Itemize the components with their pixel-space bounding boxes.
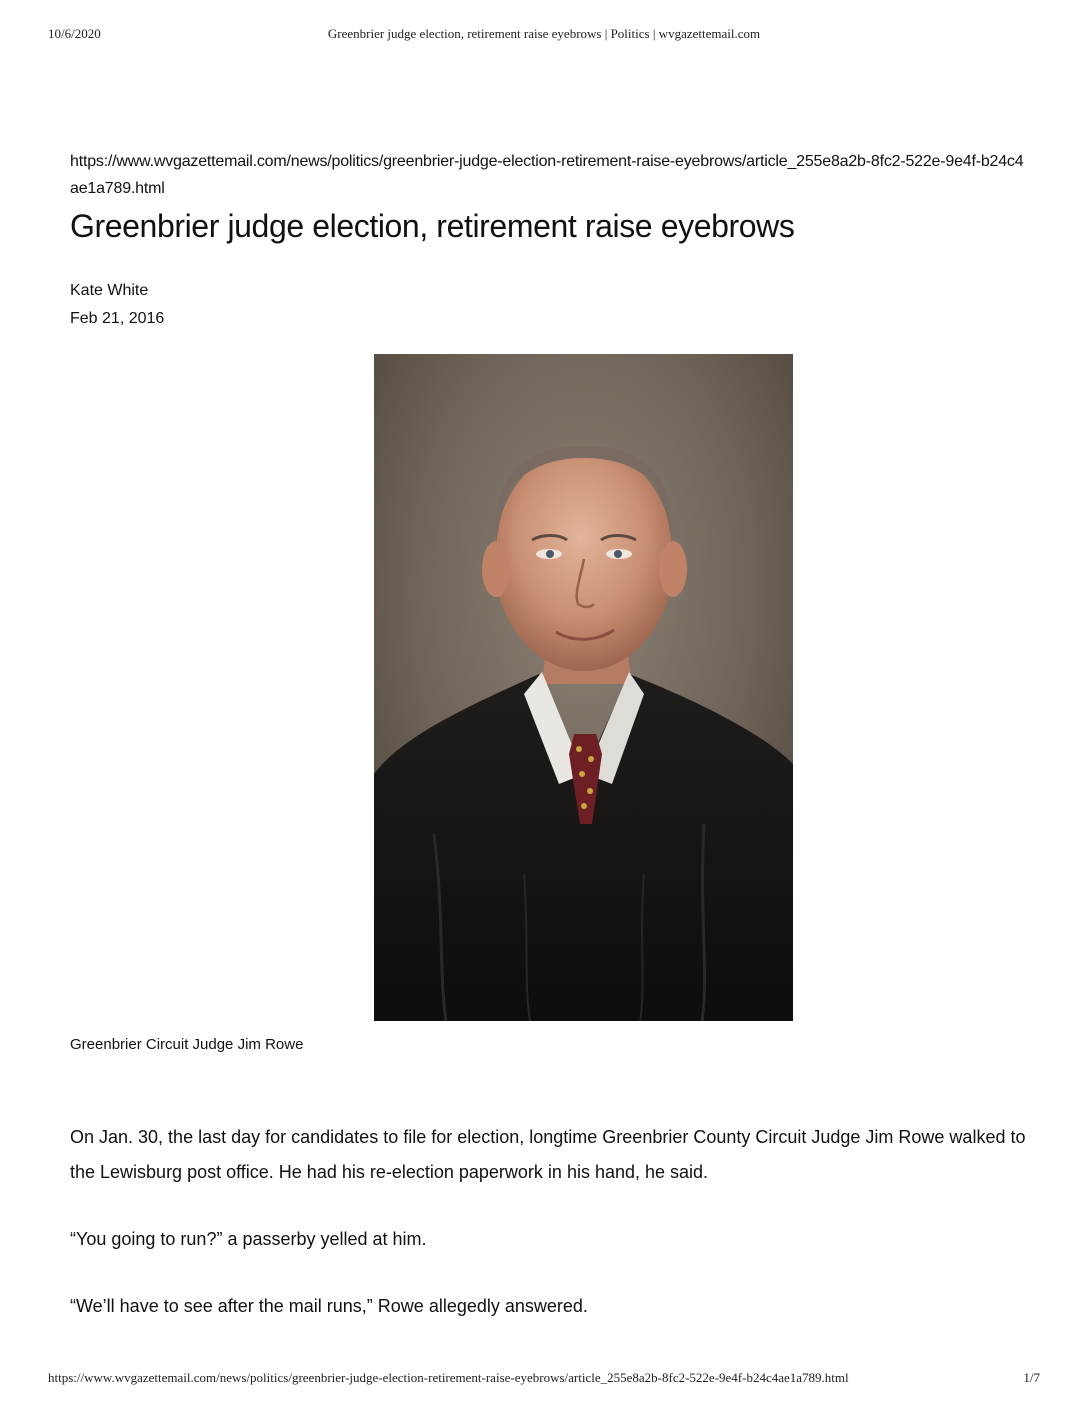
author-name[interactable]: Kate White — [70, 282, 149, 299]
article-body — [70, 1120, 1030, 1356]
article-headline: Greenbrier judge election, retirement raise eyebrows — [70, 208, 795, 244]
print-header — [48, 26, 1040, 44]
article-source-url[interactable]: https://www.wvgazettemail.com/news/politics/greenbrier-judge-election-retirement-raise-eyebrows/article_255e8a2b-8fc2-522e-9e4f-b24c4ae1a789.html — [70, 153, 1024, 197]
publish-date: Feb 21, 2016 — [70, 310, 165, 327]
photo-caption: Greenbrier Circuit Judge Jim Rowe — [70, 1036, 304, 1053]
byline — [70, 277, 164, 333]
page-number: 1/7 — [1023, 1370, 1040, 1385]
paragraph: “We’ll have to see after the mail runs,” Rowe allegedly answered. — [70, 1296, 588, 1316]
print-date: 10/6/2020 — [48, 26, 101, 41]
footer-url: https://www.wvgazettemail.com/news/politics/greenbrier-judge-election-retirement-raise-eyebrows/article_255e8a2b-8fc2-522e-9e4f-b24c4ae1a789.html — [48, 1370, 849, 1385]
paragraph: “You going to run?” a passerby yelled at him. — [70, 1229, 427, 1249]
print-footer — [48, 1370, 1040, 1388]
print-page-title: Greenbrier judge election, retirement raise eyebrows | Politics | wvgazettemail.com — [327, 26, 761, 41]
judge-portrait-photo — [374, 354, 793, 1021]
paragraph: On Jan. 30, the last day for candidates to file for election, longtime Greenbrier County Circuit Judge Jim Rowe walked to the Lewisburg post office. He had his re-election paperwork in his hand, he said. — [70, 1127, 1026, 1182]
